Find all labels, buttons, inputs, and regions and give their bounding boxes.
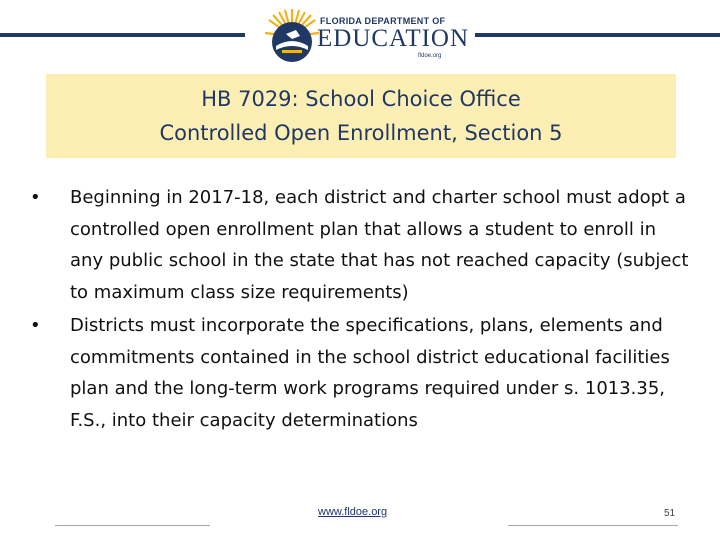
bullet-marker: • xyxy=(30,187,41,208)
logo-line2: EDUCATION xyxy=(317,25,470,52)
bullet-item xyxy=(30,182,690,308)
bullet-item xyxy=(30,310,690,436)
header-rule-right xyxy=(475,33,720,37)
fldoe-logo xyxy=(262,6,470,66)
fldoe-website-link[interactable]: www.fldoe.org xyxy=(318,506,388,518)
page-number: 51 xyxy=(664,508,676,519)
logo-url: fldoe.org xyxy=(418,53,442,59)
footer-rule-right xyxy=(508,525,678,526)
bullet-text: Beginning in 2017-18, each district and charter school must adopt a controlled open enrollment plan that allows a student to enroll in any public school in the state that has not reached capacity (subject to maximum class size requirements) xyxy=(70,187,689,303)
header-rule-left xyxy=(0,33,245,37)
slide-title-box xyxy=(46,74,676,158)
bullet-list xyxy=(30,182,690,438)
logo-line1: FLORIDA DEPARTMENT OF xyxy=(320,16,446,26)
slide-title-line2: Controlled Open Enrollment, Section 5 xyxy=(159,121,563,145)
sunburst-emblem-icon xyxy=(262,6,322,66)
bullet-marker: • xyxy=(30,315,41,336)
bullet-text: Districts must incorporate the specifications, plans, elements and commitments contained in the school district educational facilities plan and the long-term work programs required under s. 1013.35, F.S., into their capacity determinations xyxy=(70,315,670,431)
footer-rule-left xyxy=(55,525,210,526)
slide-title-line1: HB 7029: School Choice Office xyxy=(201,87,521,111)
